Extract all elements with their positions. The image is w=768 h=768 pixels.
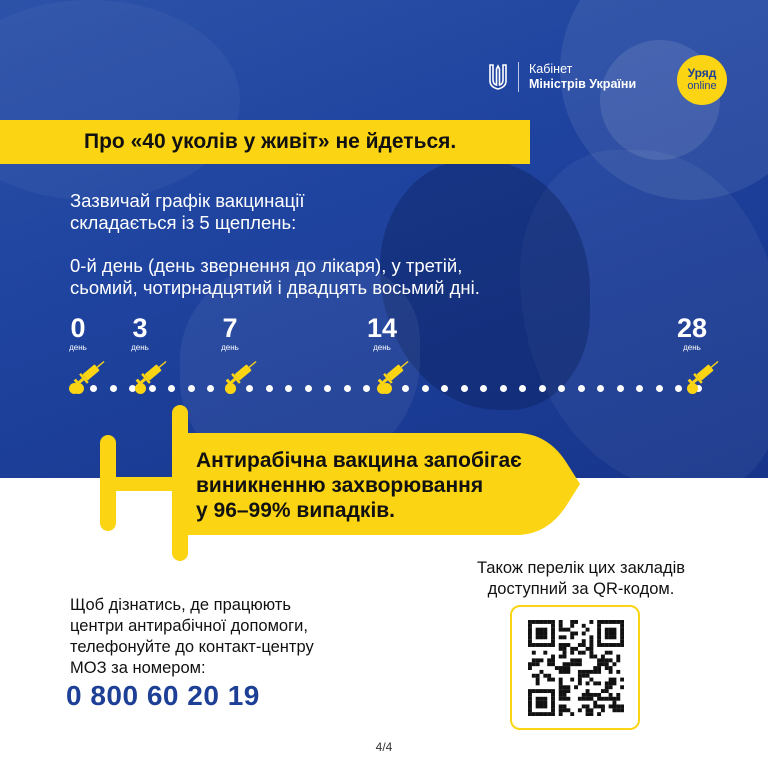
org-name-line1: Кабінет — [529, 62, 573, 76]
contact-line4: МОЗ за номером: — [70, 659, 206, 677]
days-text — [70, 255, 480, 299]
days-line1: 0-й день (день звернення до лікаря), у третій, — [70, 255, 463, 276]
timeline-dot — [461, 385, 468, 392]
timeline-dot — [188, 385, 195, 392]
vaccine-line1: Антирабічна вакцина запобігає — [196, 449, 522, 472]
timeline-dot — [597, 385, 604, 392]
timeline-dot — [578, 385, 585, 392]
timeline-day-number: 14 — [366, 313, 398, 343]
timeline-dot — [656, 385, 663, 392]
badge-line1: Уряд — [687, 66, 717, 80]
badge-line2: online — [687, 80, 717, 92]
qr-caption — [436, 558, 726, 600]
timeline-dot — [266, 385, 273, 392]
trident-icon — [488, 63, 508, 91]
org-name-line2: Міністрів України — [529, 77, 637, 91]
timeline-dot — [539, 385, 546, 392]
timeline-day-unit: день — [131, 343, 149, 352]
timeline-dot — [110, 385, 117, 392]
timeline-dot — [500, 385, 507, 392]
timeline-dot — [558, 385, 565, 392]
timeline-dot — [168, 385, 175, 392]
timeline-dot — [207, 385, 214, 392]
qr-code[interactable] — [528, 620, 624, 716]
timeline-day-unit: день — [69, 343, 87, 352]
timeline-dot — [441, 385, 448, 392]
timeline-dot — [675, 385, 682, 392]
timeline-dot — [324, 385, 331, 392]
timeline-dot — [246, 385, 253, 392]
schedule-line1: Зазвичай графік вакцинації — [70, 190, 305, 211]
page-number: 4/4 — [375, 740, 393, 754]
qr-caption-line2: доступний за QR-кодом. — [487, 580, 675, 598]
timeline-dot — [363, 385, 370, 392]
timeline-marker — [687, 383, 698, 394]
timeline-day-unit: день — [683, 343, 701, 352]
schedule-line2: складається із 5 щеплень: — [70, 212, 297, 233]
timeline-dot — [636, 385, 643, 392]
timeline-dot — [402, 385, 409, 392]
timeline-dot — [519, 385, 526, 392]
timeline-day-number: 28 — [676, 313, 708, 343]
uriad-online-badge — [677, 55, 727, 105]
vaccine-line3: у 96–99% випадків. — [196, 499, 396, 522]
phone-number[interactable]: 0 800 60 20 19 — [66, 680, 260, 711]
timeline-dot — [305, 385, 312, 392]
contact-line1: Щоб дізнатись, де працюють — [70, 596, 291, 614]
contact-text — [70, 595, 314, 679]
timeline-dot — [480, 385, 487, 392]
timeline-marker — [73, 383, 84, 394]
timeline-day-unit: день — [221, 343, 239, 352]
logo-divider — [518, 62, 519, 92]
title-bar — [0, 120, 530, 164]
timeline-day-unit: день — [373, 343, 391, 352]
timeline-dot — [285, 385, 292, 392]
contact-line3: телефонуйте до контакт-центру — [70, 638, 314, 656]
schedule-text — [70, 190, 304, 234]
timeline-day-number: 7 — [222, 313, 238, 343]
vaccine-line2: виникненню захворювання — [196, 474, 484, 497]
timeline-dot — [90, 385, 97, 392]
timeline-dot — [422, 385, 429, 392]
cabinet-logo — [488, 62, 636, 92]
timeline-marker — [135, 383, 146, 394]
timeline-marker — [377, 383, 388, 394]
timeline-dot — [344, 385, 351, 392]
timeline-day-number: 0 — [70, 313, 86, 343]
vaccine-claim — [196, 448, 522, 523]
days-line2: сьомий, чотирнадцятий і двадцять восьмий дні. — [70, 277, 480, 298]
timeline-marker — [225, 383, 236, 394]
qr-caption-line1: Також перелік цих закладів — [476, 559, 686, 577]
contact-line2: центри антирабічної допомоги, — [70, 617, 308, 635]
page-title: Про «40 уколів у живіт» не йдеться. — [84, 130, 457, 153]
qr-frame[interactable] — [510, 605, 640, 730]
timeline-day-number: 3 — [132, 313, 148, 343]
timeline-dot — [149, 385, 156, 392]
timeline-dot — [617, 385, 624, 392]
